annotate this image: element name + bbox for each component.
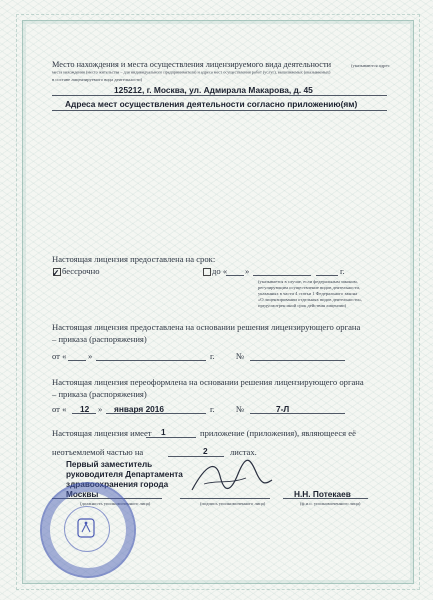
reissue-month-underline (106, 413, 206, 414)
until-prefix: до « (212, 266, 228, 276)
appendix-sheets-label: листах. (230, 447, 257, 457)
reissue-num: № (236, 404, 245, 414)
appendix-count: 1 (161, 427, 166, 437)
heading-note-1: (указываются адрес (351, 63, 390, 68)
reissue-quote-close: » (98, 404, 103, 414)
basis-from: от « (52, 351, 67, 361)
term-note-4: «О лицензировании отдельных видов деятельности», (258, 297, 363, 302)
reissue-day-underline (72, 413, 96, 414)
caption-signature: (подпись уполномоченного лица) (200, 501, 266, 506)
basis-month-field[interactable] (96, 360, 206, 361)
name-underline (283, 498, 368, 499)
basis-text: Настоящая лицензия предоставлена на основании решения лицензирующего органа (52, 322, 361, 332)
handwritten-signature (186, 454, 276, 498)
heading: Место нахождения и места осуществления лицензируемого вида деятельности (52, 60, 332, 69)
check-mark: ✓ (52, 268, 60, 278)
basis-number-field[interactable] (250, 360, 345, 361)
reissue-text-2: – приказа (распоряжения) (52, 389, 147, 399)
term-note-1: (указывается в случае, если федеральным законом, (258, 279, 358, 284)
reissue-text: Настоящая лицензия переоформлена на основании решения лицензирующего органа (52, 377, 364, 387)
appendix-count-underline (146, 437, 196, 438)
basis-num: № (236, 351, 245, 361)
until-quote-close: » (245, 266, 250, 276)
addresses-note: Адреса мест осуществления деятельности согласно приложению(ям) (65, 99, 358, 109)
heading-note-2: места нахождения (место жительства – для индивидуального предпринимателя) и адреса мест осуществления работ (услуг), выполняемых (оказываемых) (52, 70, 331, 75)
addresses-underline (52, 110, 387, 111)
basis-g: г. (210, 351, 215, 361)
signature-underline (180, 498, 270, 499)
until-checkbox[interactable] (203, 268, 211, 276)
term-label: Настоящая лицензия предоставлена на срок: (52, 254, 216, 264)
reissue-number: 7-Л (276, 404, 290, 414)
until-month-field[interactable] (253, 275, 311, 276)
appendix-text-after: приложение (приложения), являющееся её (200, 428, 356, 438)
basis-quote-close: » (88, 351, 93, 361)
reissue-month-year: января 2016 (114, 404, 165, 414)
until-year-label: г. (340, 266, 345, 276)
signer-name: Н.Н. Потекаев (294, 489, 351, 499)
coat-of-arms-icon (74, 516, 98, 540)
until-year-field[interactable] (316, 275, 338, 276)
reissue-number-underline (250, 413, 345, 414)
signer-position-4: Москвы (66, 490, 99, 499)
term-note-5: предусмотрен иной срок действия лицензии) (258, 303, 347, 308)
term-note-3: указанных в части 4 статьи 1 Федерального закона (258, 291, 358, 296)
basis-text-2: – приказа (распоряжения) (52, 334, 147, 344)
reissue-day: 12 (80, 404, 90, 414)
indefinite-label: бессрочно (62, 266, 100, 276)
signer-position-1: Первый заместитель (66, 460, 153, 469)
address: 125212, г. Москва, ул. Адмирала Макарова, д. 45 (114, 85, 313, 95)
caption-position: (должность уполномоченного лица) (80, 501, 151, 506)
address-underline (52, 95, 387, 96)
caption-name: (ф.и.о. уполномоченного лица) (300, 501, 361, 506)
signer-position-3: здравоохранения города (66, 480, 169, 489)
appendix-sheets: 2 (203, 446, 208, 456)
reissue-g: г. (210, 404, 215, 414)
heading-note-3: в составе лицензируемого вида деятельности) (52, 77, 143, 82)
until-day-field[interactable] (226, 275, 244, 276)
appendix-text: Настоящая лицензия имеет (52, 428, 152, 438)
signer-position-2: руководителя Департамента (66, 470, 183, 479)
basis-day-field[interactable] (68, 360, 86, 361)
appendix-text-2: неотъемлемой частью на (52, 447, 144, 457)
reissue-from: от « (52, 404, 67, 414)
term-note-2: регулирующим осуществление видов деятельности, (258, 285, 361, 290)
